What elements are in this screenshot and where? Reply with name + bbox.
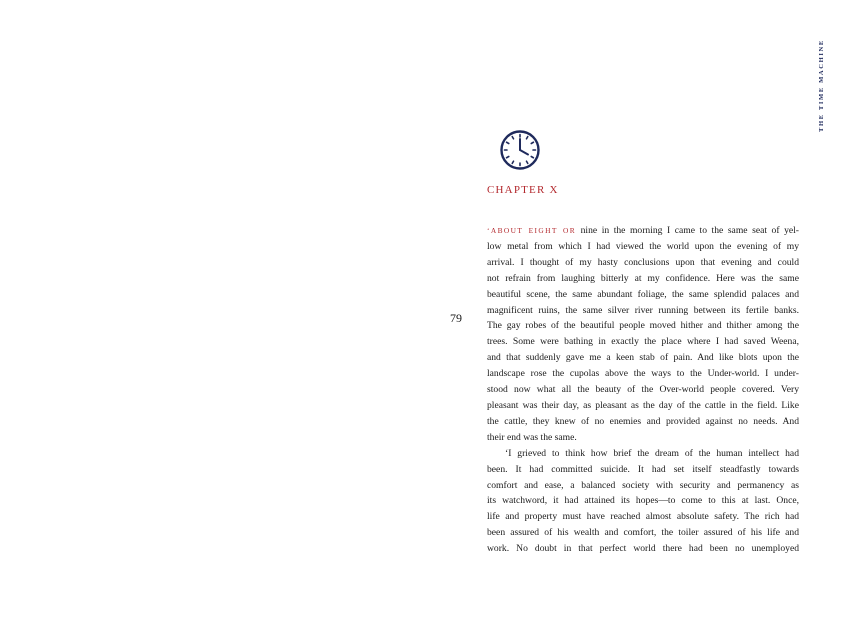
text-line: their end was the same. — [487, 431, 577, 443]
text-line: beautiful scene, the same abundant foliage, the same splendid palaces and — [487, 288, 799, 300]
text-line: The gay robes of the beautiful people moved hither and thither among the — [487, 320, 799, 332]
chapter-title: CHAPTER X — [487, 184, 559, 196]
text-line: ‘ABOUT EIGHT OR nine in the morning I came to the same seat of yel- — [487, 225, 799, 236]
text-line: been. It had committed suicide. It had set itself steadfastly towards — [487, 463, 799, 475]
text-line: low metal from which I had viewed the world upon the evening of my — [487, 240, 799, 252]
text-line: and that suddenly gave me a keen stab of pain. And like blots upon the — [487, 352, 799, 364]
text-line: arrival. I thought of my hasty conclusions upon that evening and could — [487, 256, 799, 268]
text-line: not refrain from laughing bitterly at my confidence. Here was the same — [487, 272, 799, 284]
clock-icon — [499, 129, 541, 171]
text-line: magnificent ruins, the same silver river running between its fertile banks. — [487, 304, 799, 316]
text-line: been assured of his wealth and comfort, the toiler assured of his life and — [487, 527, 799, 539]
lead-in-smallcaps: ‘ABOUT EIGHT OR — [487, 226, 577, 235]
text-line: work. No doubt in that perfect world there had been no unemployed — [487, 543, 799, 555]
body-text — [487, 223, 799, 557]
text-line: comfort and ease, a balanced society with security and permanency as — [487, 479, 799, 491]
text-line: landscape rose the cupolas above the ways to the Under-world. I under- — [487, 368, 799, 380]
running-head: THE TIME MACHINE — [818, 39, 825, 132]
page-number: 79 — [450, 311, 462, 325]
text-line: stood now what all the beauty of the Over-world people covered. Very — [487, 384, 799, 396]
text-line: the cattle, they knew of no enemies and provided against no needs. And — [487, 415, 799, 427]
text-line: life and property must have reached almost absolute safety. The rich had — [487, 511, 799, 523]
text-line: its watchword, it had attained its hopes—to come to this at last. Once, — [487, 495, 799, 507]
text-line: trees. Some were bathing in exactly the place where I had saved Weena, — [487, 336, 799, 348]
text-line: ‘I grieved to think how brief the dream of the human intellect had — [505, 447, 799, 459]
text-line: pleasant was their day, as pleasant as the day of the cattle in the field. Like — [487, 399, 799, 411]
